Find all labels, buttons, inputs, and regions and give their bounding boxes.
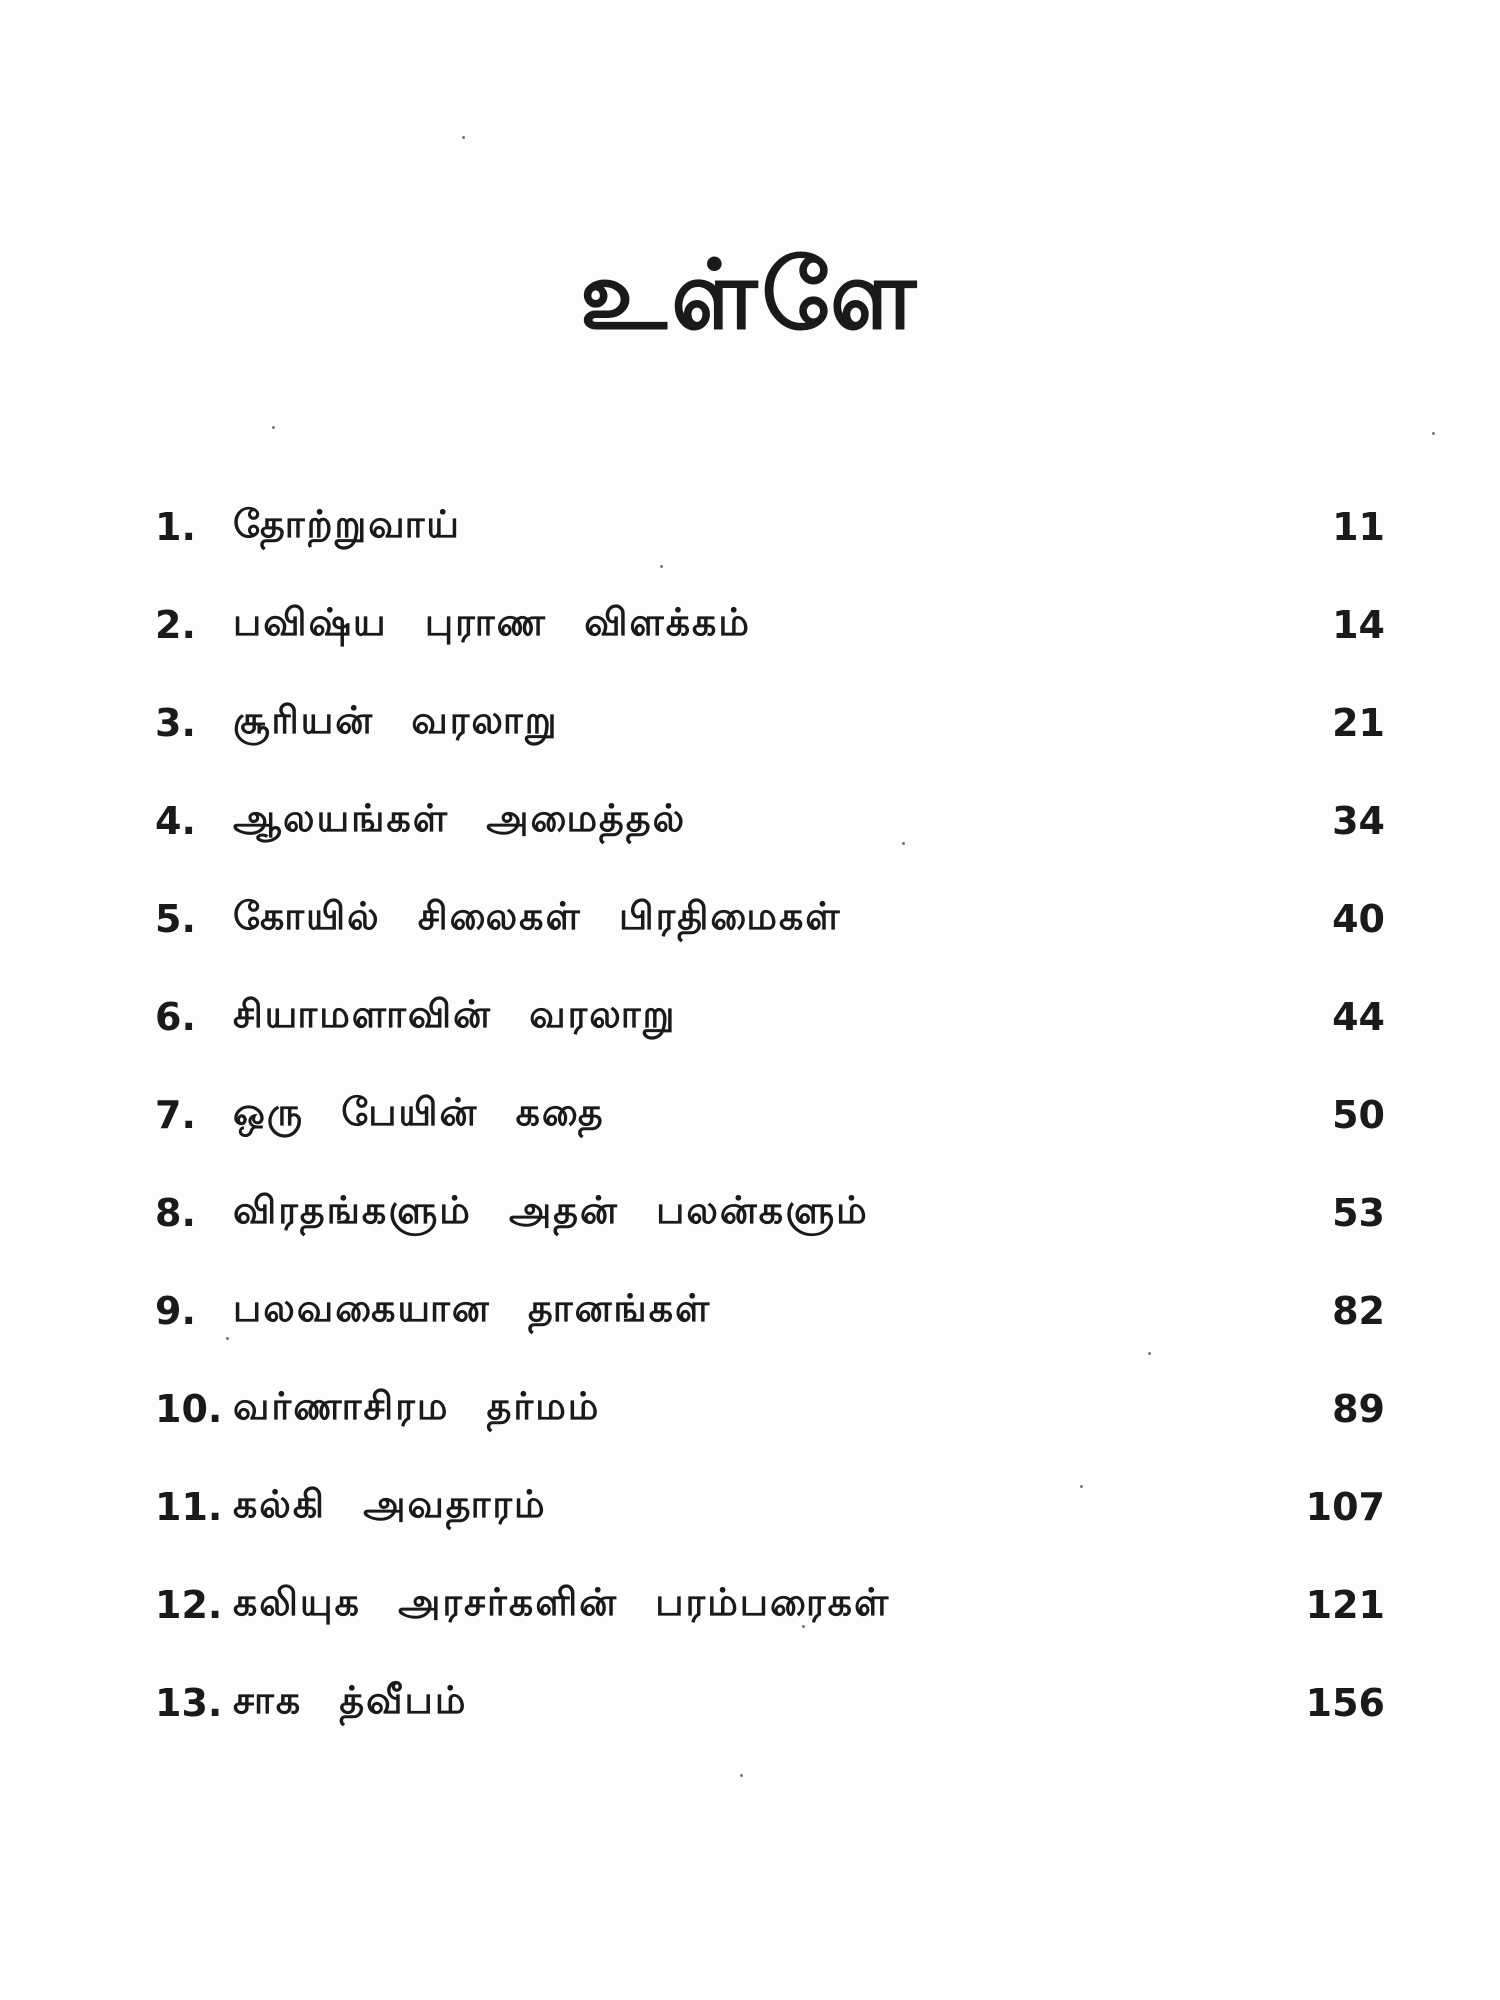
toc-page-number: 156: [1305, 1681, 1385, 1725]
toc-page-number: 44: [1332, 995, 1385, 1039]
toc-page-number: 107: [1305, 1485, 1385, 1529]
toc-number: 11.: [155, 1485, 223, 1529]
toc-title: கலியுக அரசர்களின் பரம்பரைகள்: [233, 1580, 891, 1624]
toc-title: விரதங்களும் அதன் பலன்களும்: [233, 1188, 869, 1232]
toc-title: சூரியன் வரலாறு: [233, 698, 559, 742]
table-of-contents: [155, 478, 1385, 1752]
toc-number: 2.: [155, 603, 196, 647]
toc-page-number: 53: [1332, 1191, 1385, 1235]
toc-number: 3.: [155, 701, 196, 745]
scan-speck: [226, 1337, 229, 1340]
scan-speck: [462, 136, 465, 139]
toc-title: ஒரு பேயின் கதை: [233, 1090, 605, 1134]
toc-title: தோற்றுவாய்: [233, 502, 462, 546]
scan-speck: [660, 565, 663, 568]
toc-page-number: 89: [1332, 1387, 1385, 1431]
toc-entry-11: [155, 1458, 1385, 1556]
toc-title: ஆலயங்கள் அமைத்தல்: [233, 796, 687, 840]
toc-number: 9.: [155, 1289, 196, 1333]
toc-entry-13: [155, 1654, 1385, 1752]
toc-title: சியாமளாவின் வரலாறு: [233, 992, 677, 1036]
toc-entry-9: [155, 1262, 1385, 1360]
scan-speck: [1080, 1485, 1083, 1488]
toc-entry-7: [155, 1066, 1385, 1164]
toc-title: கல்கி அவதாரம்: [233, 1482, 547, 1526]
toc-title: கோயில் சிலைகள் பிரதிமைகள்: [233, 894, 842, 938]
toc-page-number: 21: [1332, 701, 1385, 745]
scan-speck: [902, 842, 905, 845]
toc-entry-12: [155, 1556, 1385, 1654]
toc-title: சாக த்வீபம்: [233, 1678, 468, 1722]
toc-number: 7.: [155, 1093, 196, 1137]
toc-title: பலவகையான தானங்கள்: [233, 1286, 712, 1330]
toc-number: 5.: [155, 897, 196, 941]
toc-entry-6: [155, 968, 1385, 1066]
scan-speck: [1432, 432, 1435, 435]
toc-entry-10: [155, 1360, 1385, 1458]
toc-number: 6.: [155, 995, 196, 1039]
toc-page-number: 50: [1332, 1093, 1385, 1137]
toc-number: 1.: [155, 505, 196, 549]
toc-title: பவிஷ்ய புராண விளக்கம்: [233, 600, 751, 644]
toc-number: 4.: [155, 799, 196, 843]
scan-speck: [740, 1774, 743, 1777]
toc-title: வர்ணாசிரம தர்மம்: [233, 1384, 601, 1428]
toc-page-number: 121: [1305, 1583, 1385, 1627]
toc-entry-3: [155, 674, 1385, 772]
scan-speck: [1148, 1352, 1151, 1355]
toc-entry-4: [155, 772, 1385, 870]
toc-number: 8.: [155, 1191, 196, 1235]
toc-entry-8: [155, 1164, 1385, 1262]
toc-entry-1: [155, 478, 1385, 576]
scan-speck: [802, 1625, 805, 1628]
toc-entry-2: [155, 576, 1385, 674]
page-title: உள்ளே: [579, 239, 921, 351]
toc-page-number: 11: [1332, 505, 1385, 549]
toc-page-number: 34: [1332, 799, 1385, 843]
scan-speck: [272, 426, 275, 429]
toc-entry-5: [155, 870, 1385, 968]
toc-number: 10.: [155, 1387, 223, 1431]
toc-number: 13.: [155, 1681, 223, 1725]
toc-page-number: 40: [1332, 897, 1385, 941]
toc-page-number: 82: [1332, 1289, 1385, 1333]
toc-number: 12.: [155, 1583, 223, 1627]
toc-page-number: 14: [1332, 603, 1385, 647]
